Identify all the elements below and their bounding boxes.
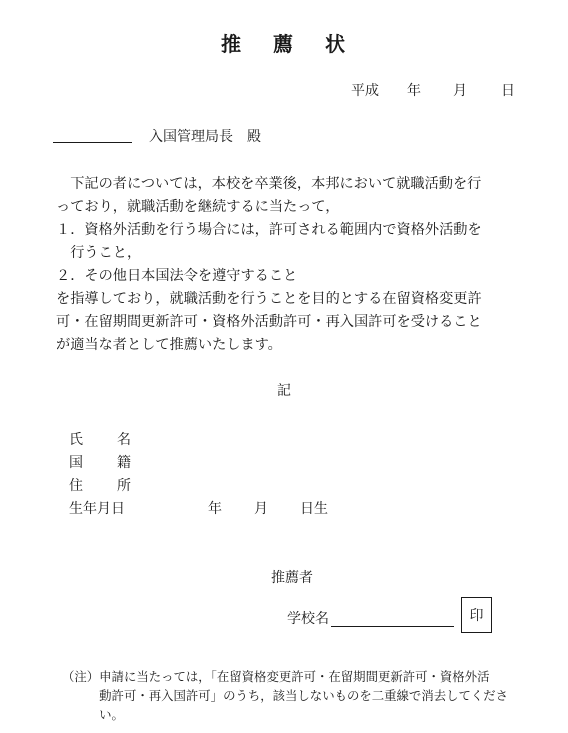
label-char: 所: [117, 478, 131, 494]
field-nationality-label: [69, 452, 131, 472]
note-line: （注）申請に当たっては，「在留資格変更許可・在留期間更新許可・資格外活: [62, 669, 490, 684]
addressee-blank-line: [53, 141, 132, 143]
date-month: 月: [453, 83, 467, 99]
body-line: １．資格外活動を行う場合には，許可される範囲内で資格外活動を: [56, 222, 482, 238]
dob-year: 年: [208, 501, 222, 517]
date-day: 日: [501, 83, 515, 99]
label-char: 国: [69, 455, 83, 471]
seal-label: 印: [469, 608, 484, 624]
title-char: 状: [325, 32, 347, 56]
body-line: 下記の者については，本校を卒業後，本邦において就職活動を行: [56, 176, 482, 192]
label-text: 生年月日: [69, 501, 125, 517]
date-line: [351, 80, 515, 100]
label-char: 籍: [117, 455, 131, 471]
school-name-label: 学校名: [287, 611, 329, 627]
note-line: 動許可・再入国許可」のうち，該当しないものを二重線で消去してくださ: [62, 688, 509, 703]
dob-month: 月: [254, 501, 268, 517]
addressee: 入国管理局長 殿: [149, 129, 261, 145]
seal-box: [461, 597, 492, 633]
dob-units: [208, 498, 328, 518]
label-char: 氏: [69, 432, 83, 448]
date-era: 平成: [351, 83, 379, 99]
body-line: 可・在留期間更新許可・資格外活動許可・再入国許可を受けること: [56, 314, 482, 330]
label-char: 住: [69, 478, 83, 494]
document-title: [0, 28, 568, 57]
dob-day: 日生: [300, 501, 328, 517]
body-line: っており，就職活動を継続するに当たって，: [56, 199, 340, 215]
field-name-label: [69, 429, 131, 449]
body-line: を指導しており，就職活動を行うことを目的とする在留資格変更許: [56, 291, 482, 307]
title-char: 薦: [273, 32, 295, 56]
label-char: 名: [117, 432, 131, 448]
school-name-blank-line: [331, 625, 454, 627]
date-year: 年: [407, 83, 421, 99]
field-address-label: [69, 475, 131, 495]
body-line: 行うこと，: [56, 245, 142, 261]
note-line: い。: [62, 707, 124, 722]
recommender-label: 推薦者: [271, 570, 313, 586]
body-line: が適当な者として推薦いたします。: [56, 337, 282, 353]
ki-heading: 記: [277, 383, 291, 399]
field-dob-label: [69, 498, 125, 518]
body-line: ２．その他日本国法令を遵守すること: [56, 268, 298, 284]
title-char: 推: [221, 32, 243, 56]
